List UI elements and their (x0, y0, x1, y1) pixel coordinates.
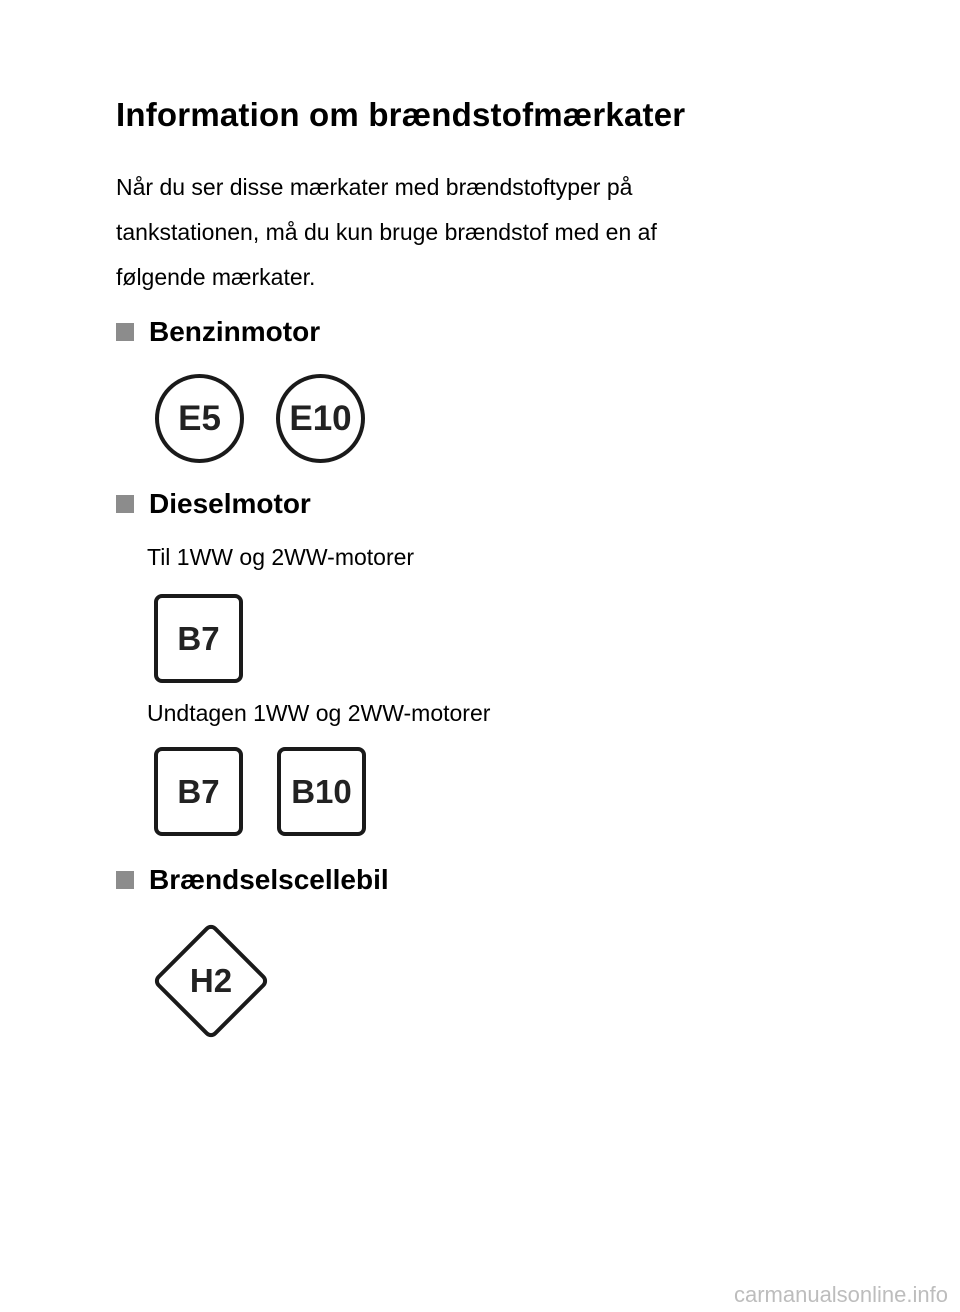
section-heading-label: Brændselscellebil (149, 864, 389, 895)
watermark: carmanualsonline.info (733, 1282, 948, 1307)
fuel-label-b7: B7 (154, 747, 243, 836)
page-title: Information om brændstofmærkater (116, 96, 686, 133)
diesel-note-1ww-2ww: Til 1WW og 2WW-motorer (147, 544, 415, 570)
fuel-label-e10: E10 (276, 374, 365, 463)
section-heading-fuel-cell (116, 864, 389, 896)
square-bullet-icon (116, 323, 134, 341)
fuel-label-h2 (150, 920, 272, 1042)
fuel-label-h2-text: H2 (189, 962, 233, 999)
diesel-note-except-1ww-2ww: Undtagen 1WW og 2WW-motorer (147, 700, 491, 726)
section-heading-diesel (116, 488, 311, 520)
section-heading-label: Benzinmotor (149, 316, 321, 347)
square-bullet-icon (116, 495, 134, 513)
intro-paragraph (116, 165, 816, 300)
section-heading-label: Dieselmotor (149, 488, 311, 519)
fuel-label-e5: E5 (155, 374, 244, 463)
fuel-label-b10: B10 (277, 747, 366, 836)
fuel-label-b7: B7 (154, 594, 243, 683)
section-heading-petrol (116, 316, 320, 348)
intro-line: følgende mærkater. (116, 264, 316, 290)
square-bullet-icon (116, 871, 134, 889)
intro-line: tankstationen, må du kun bruge brændstof med en af (116, 219, 657, 245)
intro-line: Når du ser disse mærkater med brændstoftyper på (116, 174, 633, 200)
